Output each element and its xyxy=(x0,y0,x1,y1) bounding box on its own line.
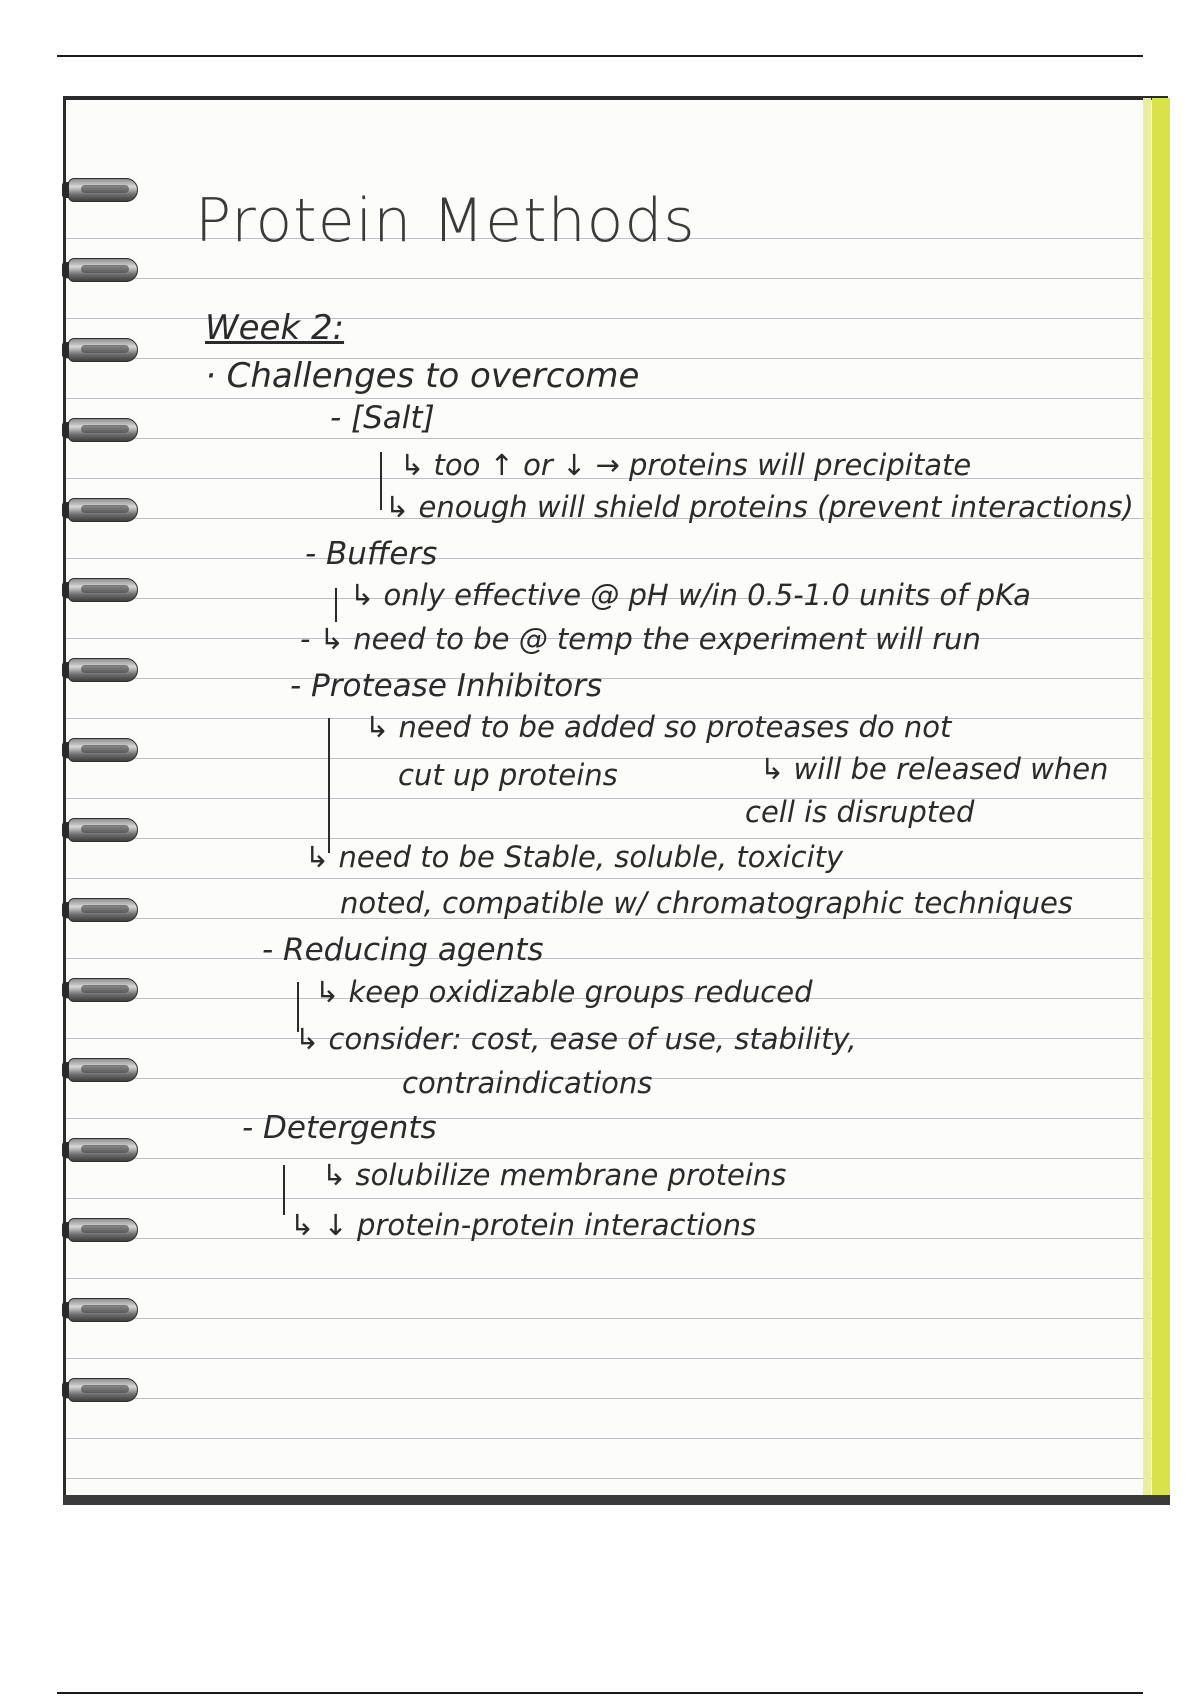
note-line: - Buffers xyxy=(305,536,438,572)
spiral-ring xyxy=(62,1378,138,1402)
note-line: ↳ keep oxidizable groups reduced xyxy=(315,975,813,1009)
ruled-line xyxy=(66,1358,1164,1359)
notebook-bottom-edge xyxy=(63,1495,1170,1505)
note-line: ↳ need to be added so proteases do not xyxy=(365,710,952,744)
spiral-ring xyxy=(62,898,138,922)
ruled-line xyxy=(66,1198,1164,1199)
spiral-ring xyxy=(62,1138,138,1162)
note-line: - ↳ need to be @ temp the experiment will run xyxy=(300,622,981,656)
ruled-line xyxy=(66,1438,1164,1439)
ruled-line xyxy=(66,678,1164,679)
ruled-line xyxy=(66,278,1164,279)
ruled-line xyxy=(66,1118,1164,1119)
note-line: ↳ consider: cost, ease of use, stability, xyxy=(295,1022,857,1056)
spiral-ring xyxy=(62,738,138,762)
spiral-ring xyxy=(62,258,138,282)
spiral-ring xyxy=(62,1298,138,1322)
bracket-mark xyxy=(380,452,382,510)
ruled-line xyxy=(66,838,1164,839)
bracket-mark xyxy=(283,1165,285,1215)
week-label: Week 2: xyxy=(205,308,345,348)
note-line: - Detergents xyxy=(242,1110,437,1146)
note-line: ↳ too ↑ or ↓ → proteins will precipitate xyxy=(400,448,972,482)
note-line: cell is disrupted xyxy=(745,795,975,829)
ruled-line xyxy=(66,1478,1164,1479)
note-line: ↳ ↓ protein-protein interactions xyxy=(290,1208,757,1242)
bracket-mark xyxy=(335,588,337,622)
spiral-ring xyxy=(62,338,138,362)
spiral-ring xyxy=(62,1058,138,1082)
spiral-ring xyxy=(62,978,138,1002)
spiral-ring xyxy=(62,578,138,602)
top-rule xyxy=(57,55,1143,57)
ruled-line xyxy=(66,798,1164,799)
spiral-ring xyxy=(62,178,138,202)
ruled-line xyxy=(66,398,1164,399)
note-title: Protein Methods xyxy=(195,186,696,256)
note-line: ↳ enough will shield proteins (prevent interactions) xyxy=(385,490,1134,524)
spiral-ring xyxy=(62,418,138,442)
note-line: cut up proteins xyxy=(398,758,618,792)
notebook-cover-edge xyxy=(1152,98,1170,1498)
bracket-mark xyxy=(328,718,330,853)
note-line: ↳ need to be Stable, soluble, toxicity xyxy=(305,840,844,874)
note-line: - [Salt] xyxy=(330,400,435,436)
ruled-line xyxy=(66,1318,1164,1319)
note-line: noted, compatible w/ chromatographic techniques xyxy=(340,886,1073,920)
page-edge xyxy=(1143,98,1151,1498)
ruled-line xyxy=(66,1278,1164,1279)
note-line: contraindications xyxy=(402,1066,653,1100)
ruled-line xyxy=(66,558,1164,559)
ruled-line xyxy=(66,438,1164,439)
spiral-ring xyxy=(62,498,138,522)
note-line: ↳ solubilize membrane proteins xyxy=(322,1158,787,1192)
note-line: ↳ will be released when xyxy=(760,752,1109,786)
spiral-ring xyxy=(62,1218,138,1242)
note-line: ↳ only effective @ pH w/in 0.5-1.0 units of pKa xyxy=(350,578,1031,612)
note-line: - Reducing agents xyxy=(262,932,544,968)
ruled-line xyxy=(66,958,1164,959)
ruled-line xyxy=(66,878,1164,879)
spiral-ring xyxy=(62,658,138,682)
bottom-rule xyxy=(57,1692,1143,1694)
ruled-line xyxy=(66,1398,1164,1399)
spiral-ring xyxy=(62,818,138,842)
section-heading: · Challenges to overcome xyxy=(205,356,640,396)
note-line: - Protease Inhibitors xyxy=(290,668,603,704)
